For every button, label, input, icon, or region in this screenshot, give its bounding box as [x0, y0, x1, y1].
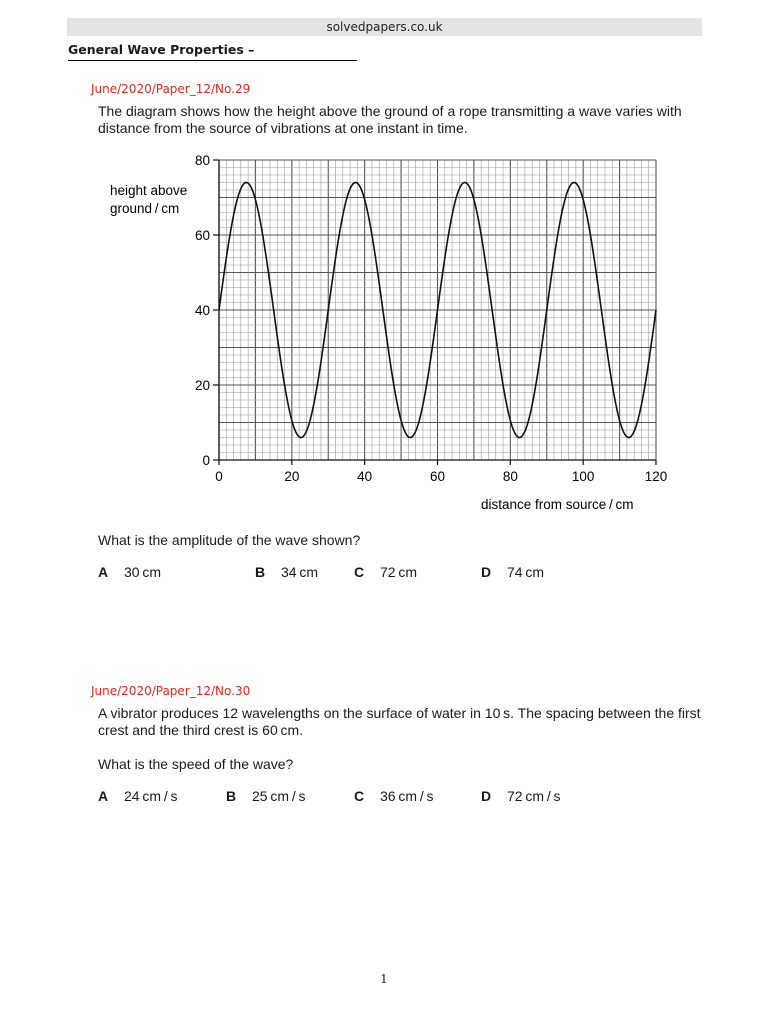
section-title: General Wave Properties –: [68, 42, 255, 57]
x-tick-label: 20: [284, 469, 300, 484]
y-axis-label-line-2: ground / cm: [110, 201, 180, 216]
x-tick-label: 40: [357, 469, 373, 484]
option-letter: C: [354, 788, 365, 804]
option-text: 25 cm / s: [252, 788, 306, 804]
site-name: solvedpapers.co.uk: [326, 20, 443, 34]
q30-option-b[interactable]: [226, 788, 306, 804]
option-text: 34 cm: [281, 564, 319, 580]
x-axis-label: distance from source / cm: [481, 497, 634, 512]
x-tick-label: 60: [429, 469, 446, 484]
page-number: 1: [380, 972, 388, 986]
graph-axes: [195, 153, 667, 484]
q30-stem-line-2: crest and the third crest is 60 cm.: [98, 722, 304, 738]
y-tick-label: 40: [194, 303, 210, 318]
q29-stem-line-1: The diagram shows how the height above the ground of a rope transmitting a wave varies with: [98, 103, 682, 119]
x-tick-label: 0: [215, 469, 223, 484]
q29-option-b[interactable]: [255, 564, 318, 580]
option-text: 30 cm: [124, 564, 162, 580]
option-letter: C: [354, 564, 365, 580]
q30-option-d[interactable]: [481, 788, 561, 804]
y-axis-label-line-1: height above: [110, 183, 188, 198]
option-letter: B: [226, 788, 237, 804]
y-tick-label: 80: [194, 153, 210, 168]
option-text: 24 cm / s: [124, 788, 178, 804]
q29-stem-line-2: distance from the source of vibrations at one instant in time.: [98, 120, 468, 136]
option-text: 36 cm / s: [380, 788, 434, 804]
q30-question: What is the speed of the wave?: [98, 756, 294, 772]
q30-reference: June/2020/Paper_12/No.30: [91, 684, 251, 698]
option-text: 72 cm: [380, 564, 418, 580]
option-letter: A: [98, 788, 109, 804]
q30-stem: [98, 705, 718, 739]
q30-option-a[interactable]: [98, 788, 178, 804]
y-tick-label: 0: [202, 453, 210, 468]
option-letter: D: [481, 788, 492, 804]
option-letter: D: [481, 564, 492, 580]
q29-option-a[interactable]: [98, 564, 161, 580]
q30-option-c[interactable]: [354, 788, 434, 804]
x-tick-label: 120: [644, 469, 668, 484]
option-text: 72 cm / s: [507, 788, 561, 804]
q29-reference: June/2020/Paper_12/No.29: [91, 82, 251, 96]
q29-option-d[interactable]: [481, 564, 544, 580]
option-letter: B: [255, 564, 266, 580]
y-tick-label: 20: [194, 378, 210, 393]
x-tick-label: 100: [571, 469, 595, 484]
y-tick-label: 60: [194, 228, 210, 243]
option-letter: A: [98, 564, 109, 580]
option-text: 74 cm: [507, 564, 545, 580]
q30-stem-line-1: A vibrator produces 12 wavelengths on the surface of water in 10 s. The spacing between the first: [98, 705, 701, 721]
q29-question: What is the amplitude of the wave shown?: [98, 532, 361, 548]
q29-option-c[interactable]: [354, 564, 417, 580]
x-tick-label: 80: [502, 469, 518, 484]
